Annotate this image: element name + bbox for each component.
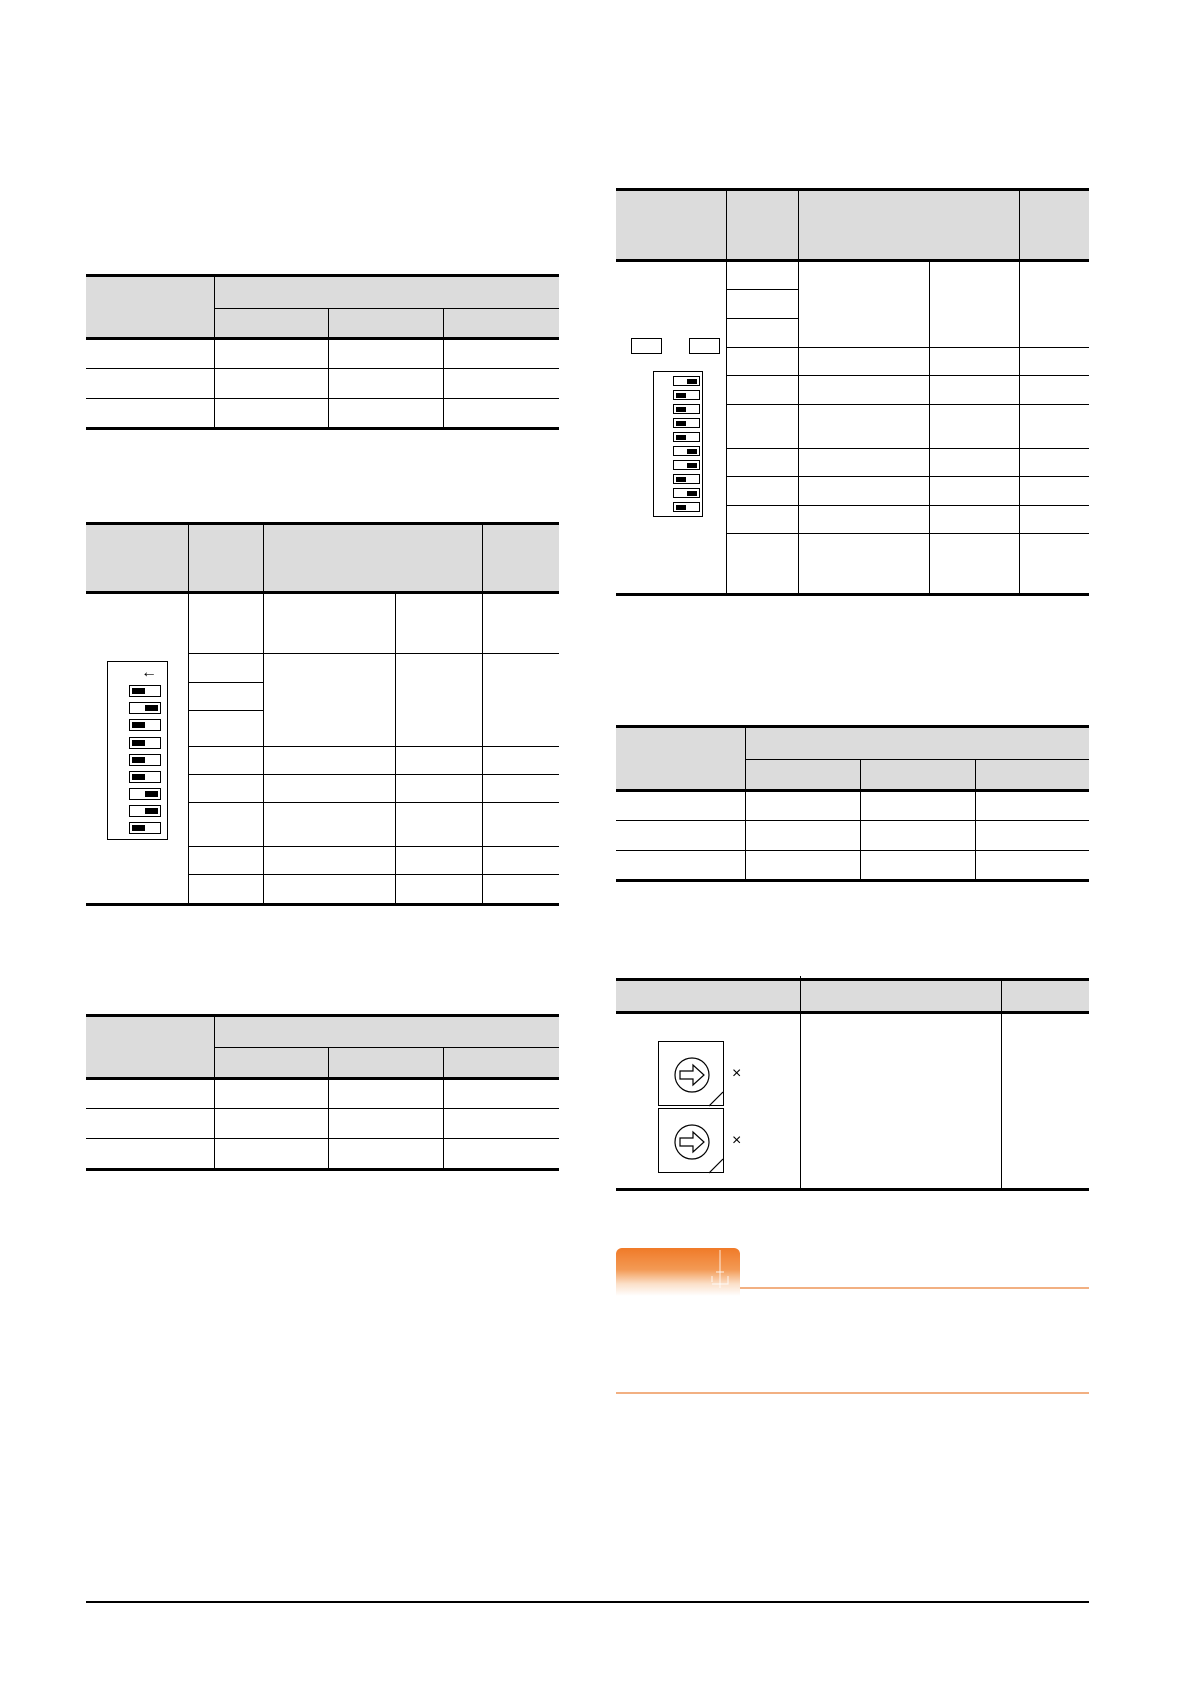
rotary-switch-ones — [658, 1108, 724, 1173]
dip-switch-6 — [129, 771, 161, 783]
point-divider-bottom — [616, 1392, 1089, 1394]
dip-switch-5 — [129, 754, 161, 766]
rotary-switch-icon — [659, 1042, 725, 1107]
dip-switch-2 — [129, 702, 161, 714]
direction-arrow-icon: ← — [141, 664, 157, 681]
dip-switch-8 — [673, 474, 700, 484]
dip-switch-left — [107, 661, 168, 840]
dip-switch-5 — [673, 432, 700, 442]
dip-switch-9 — [673, 488, 700, 498]
dip-switch-3 — [129, 719, 161, 731]
dip-switch-3 — [673, 404, 700, 414]
dip-switch-8 — [129, 805, 161, 817]
dip-switch-7 — [129, 788, 161, 800]
multiplier-symbol: × — [732, 1065, 742, 1082]
indicator-box-right — [689, 338, 720, 354]
dip-switch-7 — [673, 460, 700, 470]
dip-switch-right — [653, 371, 703, 517]
dip-switch-9 — [129, 822, 161, 834]
point-tag — [616, 1248, 740, 1296]
dip-switch-10 — [673, 502, 700, 512]
point-divider-top — [740, 1287, 1089, 1289]
multiplier-symbol: × — [732, 1132, 742, 1149]
footer-rule — [86, 1601, 1089, 1603]
rotary-switch-tens — [658, 1041, 724, 1106]
point-icon — [616, 1248, 740, 1296]
dip-switch-4 — [673, 418, 700, 428]
dip-switch-1 — [673, 376, 700, 386]
dip-switch-2 — [673, 390, 700, 400]
dip-switch-1 — [129, 685, 161, 697]
rotary-switch-icon — [659, 1109, 725, 1174]
indicator-box-left — [631, 338, 662, 354]
dip-switch-6 — [673, 446, 700, 456]
dip-switch-4 — [129, 737, 161, 749]
